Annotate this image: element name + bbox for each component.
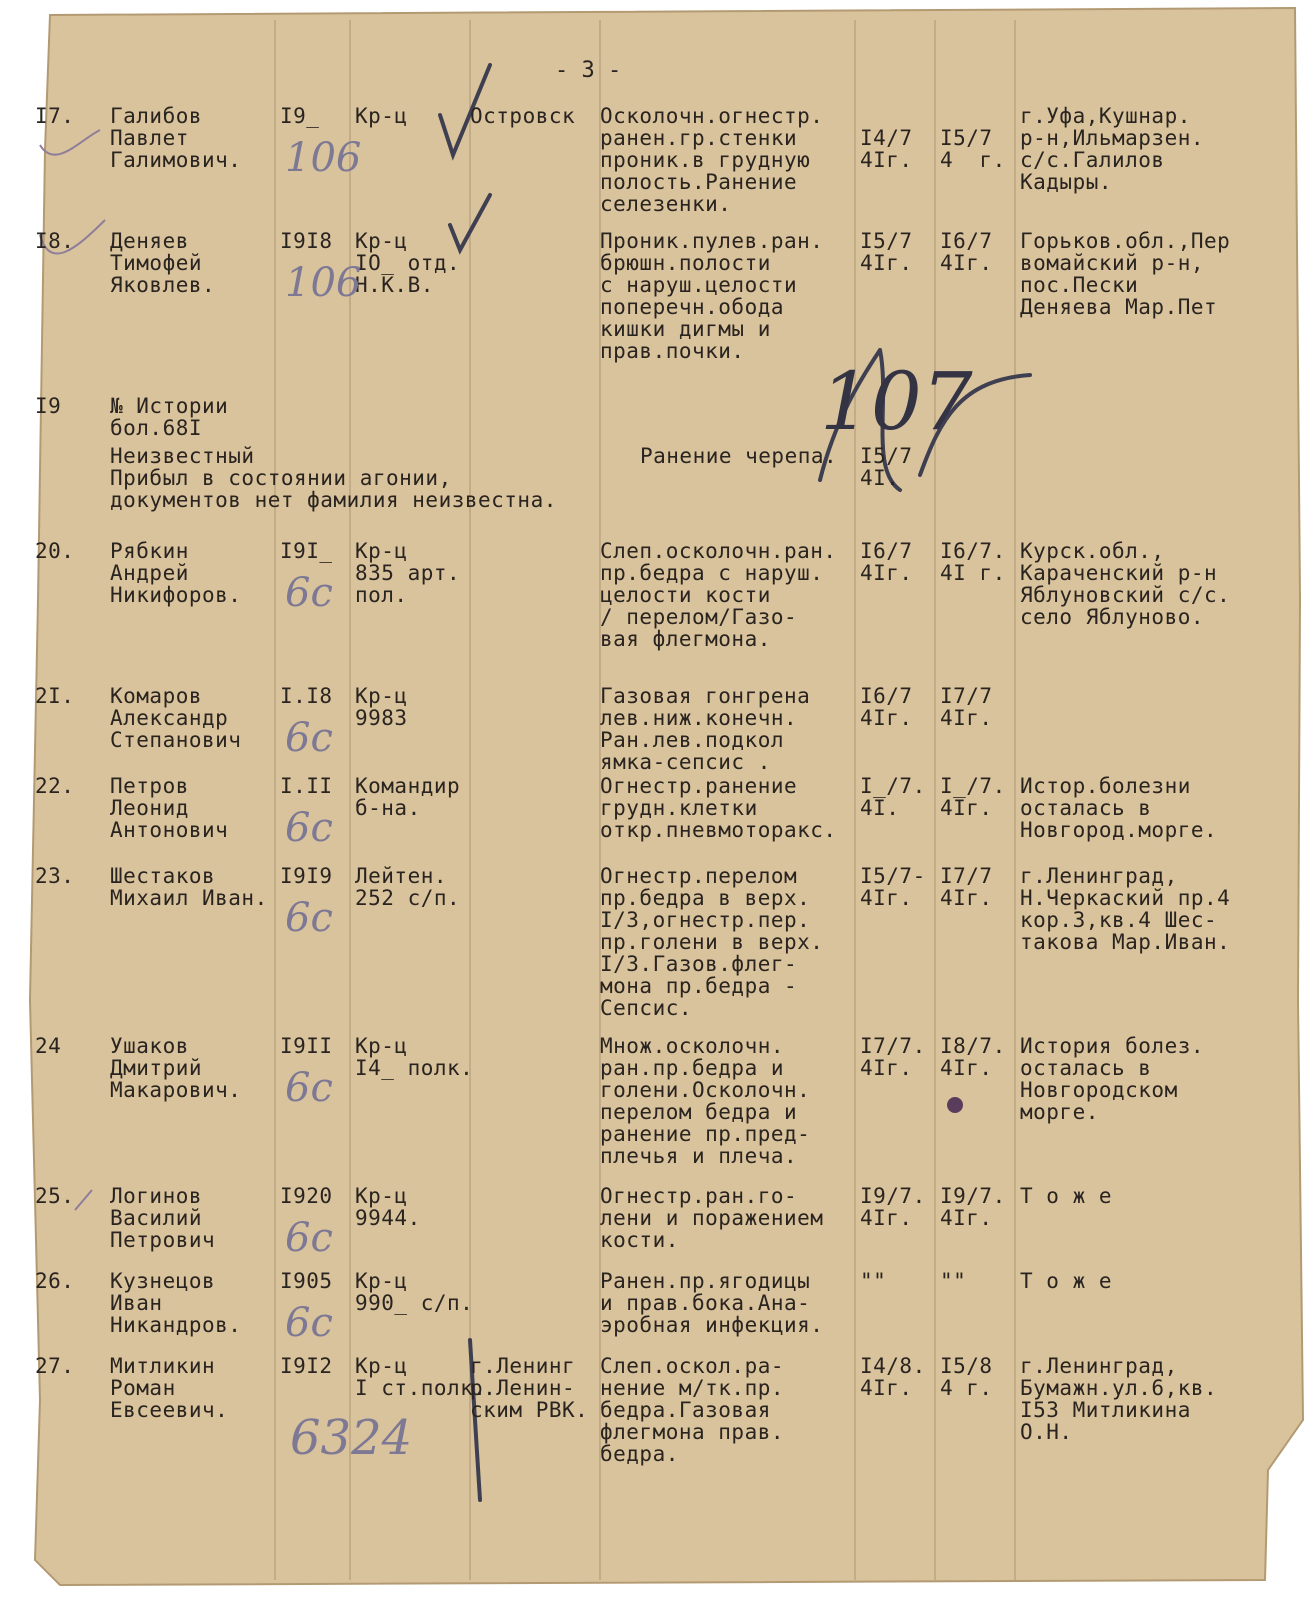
handwritten-note: 6с — [285, 805, 333, 851]
date-died: I6/7. 4I г. — [940, 539, 1006, 585]
date-died: I9/7. 4Iг. — [940, 1184, 1006, 1230]
date-died: I6/7 4Iг. — [940, 229, 993, 275]
relatives-address: Т о ж е — [1020, 1269, 1113, 1293]
date-died: I5/7 4 г. — [940, 126, 1006, 172]
relatives-address: Горьков.обл.,Пер вомайский р-н, пос.Пески Деняева Мар.Пет — [1020, 229, 1231, 319]
handwritten-note: 6с — [285, 1215, 333, 1261]
birth-year: I905 — [280, 1269, 333, 1293]
entry-number: 2I. — [35, 684, 75, 708]
note-text: Неизвестный Прибыл в состоянии агонии, документов нет фамилия неизвестна. — [110, 444, 557, 512]
date-admitted: "" — [860, 1269, 887, 1293]
ink-dot — [947, 1097, 963, 1113]
handwritten-note: 106 — [285, 260, 362, 306]
rank-unit: Кр-ц I4_ полк. — [355, 1034, 474, 1080]
patient-name: Деняев Тимофей Яковлев. — [110, 229, 216, 297]
diagnosis: Осколочн.огнестр. ранен.гр.стенки проник.в грудную полость.Ранение селезенки. — [600, 104, 824, 216]
diagnosis: Проник.пулев.ран. брюшн.полости с наруш.целости поперечн.обода кишки дигмы и прав.почки. — [600, 229, 824, 363]
date-died: I5/8 4 г. — [940, 1354, 993, 1400]
date-admitted: I_/7. 4I. — [860, 774, 926, 820]
date-admitted: I9/7. 4Iг. — [860, 1184, 926, 1230]
relatives-address: г.Ленинград, Бумажн.ул.6,кв. I53 Митликина О.Н. — [1020, 1354, 1218, 1444]
patient-name: Логинов Василий Петрович — [110, 1184, 216, 1252]
patient-name: Рябкин Андрей Никифоров. — [110, 539, 242, 607]
date-admitted: I5/7- 4Iг. — [860, 864, 926, 910]
birth-year: I9I8 — [280, 229, 333, 253]
date-admitted: I5/7 4Iг. — [860, 229, 913, 275]
handwritten-note: 6с — [285, 895, 333, 941]
patient-name: Митликин Роман Евсеевич. — [110, 1354, 229, 1422]
relatives-address: Истор.болезни осталась в Новгород.морге. — [1020, 774, 1218, 842]
entry-number: 26. — [35, 1269, 75, 1293]
patient-name: Галибов Павлет Галимович. — [110, 104, 242, 172]
page-number: - 3 - — [555, 58, 622, 83]
history-number: № Истории бол.68I — [110, 394, 229, 440]
rank-unit: Кр-ц I ст.полк. — [355, 1354, 487, 1400]
rank-unit: Командир б-на. — [355, 774, 461, 820]
handwritten-note: 6324 — [290, 1410, 413, 1466]
rank-unit: Кр-ц 990_ с/п. — [355, 1269, 474, 1315]
entry-number: 24 — [35, 1034, 62, 1058]
birth-year: I.I8 — [280, 684, 333, 708]
diagnosis: Огнестр.ранение грудн.клетки откр.пневмоторакс. — [600, 774, 837, 842]
relatives-address: Курск.обл., Караченский р-н Яблуновский с/с. село Яблуново. — [1020, 539, 1231, 629]
date-admitted: I4/7 4Iг. — [860, 126, 913, 172]
handwritten-note: 107 — [820, 355, 973, 448]
date-admitted: I6/7 4Iг. — [860, 684, 913, 730]
diagnosis: Газовая гонгрена лев.ниж.конечн. Ран.лев.подкол ямка-сепсис . — [600, 684, 811, 774]
patient-name: Петров Леонид Антонович — [110, 774, 229, 842]
date-admitted: I5/7 4I. — [860, 444, 913, 490]
rank-unit: Кр-ц 9983 — [355, 684, 408, 730]
birth-year: I.II — [280, 774, 333, 798]
diagnosis: Огнестр.ран.го- лени и поражением кости. — [600, 1184, 824, 1252]
date-died: I8/7. 4Iг. — [940, 1034, 1006, 1080]
entry-number: 23. — [35, 864, 75, 888]
diagnosis: Ранение черепа. — [640, 444, 838, 468]
patient-name: Комаров Александр Степанович — [110, 684, 242, 752]
birth-year: I920 — [280, 1184, 333, 1208]
relatives-address: г.Уфа,Кушнар. р-н,Ильмарзен. с/с.Галилов Кадыры. — [1020, 104, 1205, 194]
diagnosis: Множ.осколочн. ран.пр.бедра и голени.Осколочн. перелом бедра и ранение пр.пред- плечья и плеча. — [600, 1034, 811, 1168]
date-admitted: I6/7 4Iг. — [860, 539, 913, 585]
date-died: I_/7. 4Iг. — [940, 774, 1006, 820]
date-died: I7/7 4Iг. — [940, 684, 993, 730]
handwritten-note: 6с — [285, 1065, 333, 1111]
birth-year: I9II — [280, 1034, 333, 1058]
entry-number: 27. — [35, 1354, 75, 1378]
date-died: I7/7 4Iг. — [940, 864, 993, 910]
entry-number: 22. — [35, 774, 75, 798]
handwritten-note: 6с — [285, 1300, 333, 1346]
entry-number: I7. — [35, 104, 75, 128]
rank-unit: Кр-ц IO_ отд. Н.К.В. — [355, 229, 461, 297]
entry-number: I8. — [35, 229, 75, 253]
date-died: "" — [940, 1269, 967, 1293]
rank-unit: Кр-ц 9944. — [355, 1184, 421, 1230]
diagnosis: Огнестр.перелом пр.бедра в верх. I/3,огнестр.пер. пр.голени в верх. I/3.Газов.флег- мона пр.бедра - Сепсис. — [600, 864, 824, 1020]
entry-number: 20. — [35, 539, 75, 563]
diagnosis: Слеп.осколочн.ран. пр.бедра с наруш. целости кости / перелом/Газо- вая флегмона. — [600, 539, 837, 651]
birth-year: I9I2 — [280, 1354, 333, 1378]
relatives-address: История болез. осталась в Новгородском морге. — [1020, 1034, 1205, 1124]
diagnosis: Слеп.оскол.ра- нение м/тк.пр. бедра.Газовая флегмона прав. бедра. — [600, 1354, 785, 1466]
patient-name: Ушаков Дмитрий Макарович. — [110, 1034, 242, 1102]
place-of-call-up: г.Ленинг р.Ленин- ским РВК. — [470, 1354, 589, 1422]
place-of-call-up: Островск — [470, 104, 576, 128]
rank-unit: Лейтен. 252 с/п. — [355, 864, 461, 910]
relatives-address: г.Ленинград, Н.Черкаский пр.4 кор.3,кв.4 Шес- такова Мар.Иван. — [1020, 864, 1231, 954]
rank-unit: Кр-ц — [355, 104, 408, 128]
handwritten-note: 6с — [285, 715, 333, 761]
relatives-address: Т о ж е — [1020, 1184, 1113, 1208]
date-admitted: I7/7. 4Iг. — [860, 1034, 926, 1080]
entry-number: I9 — [35, 394, 62, 418]
patient-name: Шестаков Михаил Иван. — [110, 864, 268, 910]
handwritten-note: 106 — [285, 135, 362, 181]
date-admitted: I4/8. 4Iг. — [860, 1354, 926, 1400]
entry-number: 25. — [35, 1184, 75, 1208]
patient-name: Кузнецов Иван Никандров. — [110, 1269, 242, 1337]
rank-unit: Кр-ц 835 арт. пол. — [355, 539, 461, 607]
handwritten-note: 6с — [285, 570, 333, 616]
birth-year: I9I9 — [280, 864, 333, 888]
birth-year: I9_ — [280, 104, 320, 128]
diagnosis: Ранен.пр.ягодицы и прав.бока.Ана- эробная инфекция. — [600, 1269, 824, 1337]
birth-year: I9I_ — [280, 539, 333, 563]
